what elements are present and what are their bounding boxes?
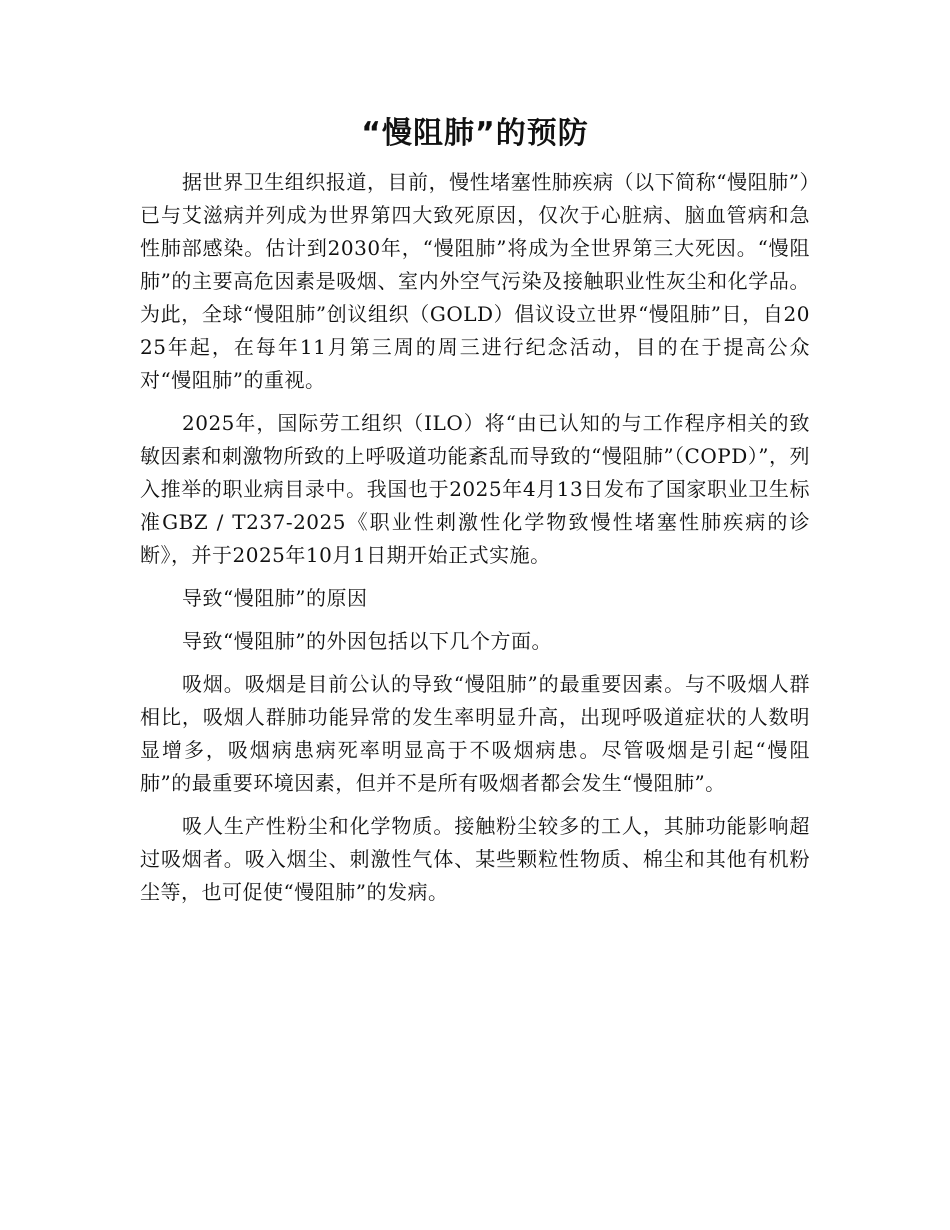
paragraph-intro: 据世界卫生组织报道，目前，慢性堵塞性肺疾病（以下简称“慢阻肺”）已与艾滋病并列成为世界第四大致死原因，仅次于心脏病、脑血管病和急性肺部感染。估计到2030年，“慢阻肺”将成为全世界第三大死因。“慢阻肺”的主要高危因素是吸烟、室内外空气污染及接触职业性灰尘和化学品。为此，全球“慢阻肺”创议组织（GOLD）倡议设立世界“慢阻肺”日，自2025年起，在每年11月第三周的周三进行纪念活动，目的在于提高公众对“慢阻肺”的重视。 — [140, 170, 810, 392]
section-heading-causes: 导致“慢阻肺”的原因 — [182, 586, 368, 610]
paragraph-external-causes: 导致“慢阻肺”的外因包括以下几个方面。 — [182, 629, 552, 653]
document-title: “慢阻肺”的预防 — [361, 116, 589, 151]
paragraph-ilo-standard: 2025年，国际劳工组织（ILO）将“由已认知的与工作程序相关的致敏因素和刺激物所致的上呼吸道功能紊乱而导致的“慢阻肺”（COPD）”，列入推举的职业病目录中。我国也于2025年4月13日发布了国家职业卫生标准GBZ / T237-2025《职业性刺激性化学物致慢性堵塞性肺疾病的诊断》，并于2025年10月1日期开始正式实施。 — [140, 411, 810, 567]
paragraph-smoking: 吸烟。吸烟是目前公认的导致“慢阻肺”的最重要因素。与不吸烟人群相比，吸烟人群肺功能异常的发生率明显升高，出现呼吸道症状的人数明显增多，吸烟病患病死率明显高于不吸烟病患。尽管吸烟是引起“慢阻肺”的最重要环境因素，但并不是所有吸烟者都会发生“慢阻肺”。 — [140, 672, 810, 795]
paragraph-dust-chemicals: 吸人生产性粉尘和化学物质。接触粉尘较多的工人，其肺功能影响超过吸烟者。吸入烟尘、刺激性气体、某些颗粒性物质、棉尘和其他有机粉尘等，也可促使“慢阻肺”的发病。 — [140, 814, 810, 904]
